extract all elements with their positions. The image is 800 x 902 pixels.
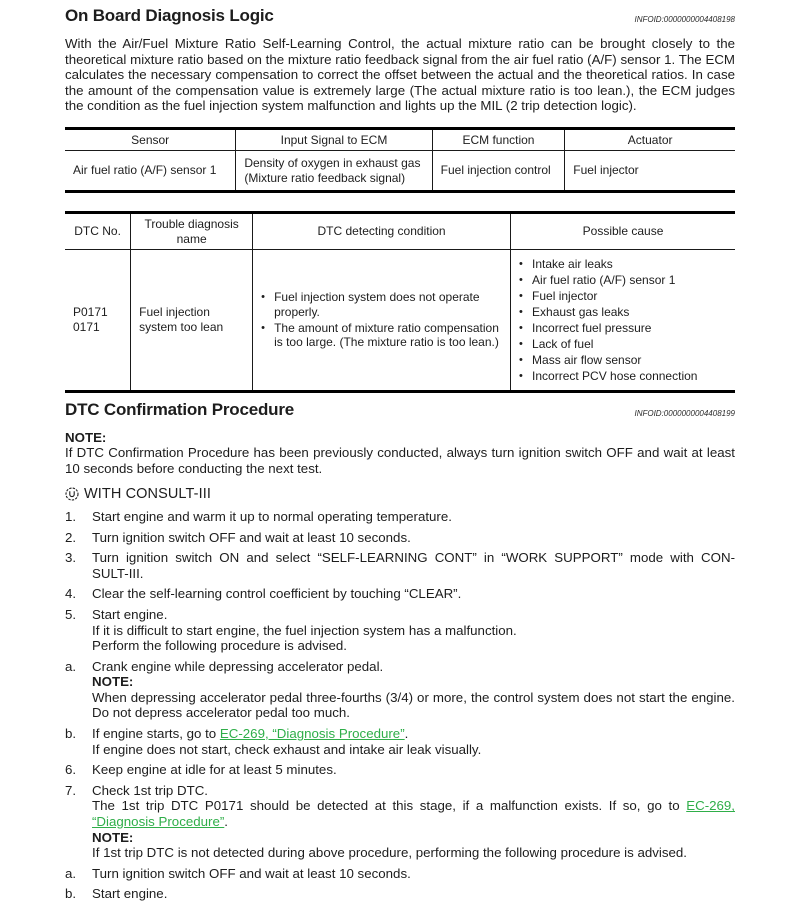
cause-text: Incorrect PCV hose connection — [532, 368, 698, 383]
table-header-row — [65, 128, 735, 151]
step-line-text: . — [224, 814, 228, 829]
step-line-text: The 1st trip DTC P0171 should be detected at this stage, if a malfunction exists. If so, go to — [92, 798, 687, 814]
step-1 — [65, 509, 735, 525]
step-text — [92, 550, 735, 581]
step-text: Turn ignition switch OFF and wait at least 10 seconds. — [92, 529, 411, 545]
step-marker: 4. — [65, 586, 77, 602]
consult-heading-label: WITH CONSULT-III — [84, 486, 211, 502]
table-header-row — [65, 213, 735, 250]
bullet-icon: • — [261, 291, 265, 303]
section-header-obd — [65, 6, 735, 26]
cause-text: Fuel injector — [532, 288, 598, 303]
list-item — [519, 289, 727, 304]
step-2 — [65, 530, 735, 546]
step-marker: a. — [65, 865, 77, 881]
step-marker: a. — [65, 658, 77, 674]
step-line-text: . — [404, 726, 409, 742]
step-marker: 6. — [65, 762, 77, 778]
step-7 — [65, 783, 735, 861]
condition-text: Fuel injection system does not operate properly. — [274, 290, 480, 319]
step-text: Keep engine at idle for at least 5 minutes. — [92, 762, 337, 778]
step-text — [92, 607, 735, 654]
step-line — [92, 726, 735, 742]
bullet-icon: • — [519, 305, 523, 318]
infoid-label: INFOID:0000000004408198 — [634, 15, 735, 24]
step-6 — [65, 762, 735, 778]
procedure-steps — [65, 509, 735, 902]
cause-text: Mass air flow sensor — [532, 352, 642, 367]
col-header-trouble-name: Trouble diagnosis name — [131, 213, 253, 250]
step-line: Start engine. — [92, 606, 168, 622]
obd-description-paragraph: With the Air/Fuel Mixture Ratio Self-Learning Control, the actual mixture ratio can be brought closely to the theoretical mixture ratio based on the mixture ratio feedback signal from the air fuel ratio (A/F) sensor 1. The ECM calculates the necessary compensation to correct the offset between the actual and the theoretical ratios. In case the amount of the compensation value is extremely large (The actual mixture ratio is too lean.), the ECM judges the condition as the fuel injection system malfunction and lights up the MIL (2 trip detection logic). — [65, 36, 735, 113]
step-marker: 5. — [65, 606, 77, 622]
step-marker: 7. — [65, 782, 77, 798]
note-label: NOTE: — [65, 429, 107, 445]
bullet-icon: • — [519, 369, 523, 382]
consult-icon — [65, 487, 79, 501]
step-b2 — [65, 886, 735, 902]
list-item — [519, 369, 727, 384]
bullet-icon: • — [519, 289, 523, 302]
step-line — [92, 798, 735, 829]
bullet-icon: • — [519, 337, 523, 350]
table-row — [65, 151, 735, 192]
list-item — [261, 290, 502, 319]
input-signal-line2: (Mixture ratio feedback signal) — [244, 170, 406, 185]
cell-ecm-function: Fuel injection control — [432, 151, 565, 192]
list-item — [519, 257, 727, 272]
step-line: Crank engine while depressing accelerator pedal. — [92, 658, 384, 674]
page-title: On Board Diagnosis Logic — [65, 6, 274, 25]
cause-text: Lack of fuel — [532, 336, 594, 351]
step-text: Start engine. — [92, 886, 168, 902]
cause-text: Incorrect fuel pressure — [532, 320, 652, 335]
list-item — [519, 337, 727, 352]
step-a — [65, 659, 735, 721]
dtc-table — [65, 211, 735, 393]
note-text: If DTC Confirmation Procedure has been previously conducted, always turn ignition switch OFF and wait at least 10 seconds before conducting the next test. — [65, 445, 735, 476]
sensor-signal-table — [65, 127, 735, 194]
note-text: If 1st trip DTC is not detected during above procedure, performing the following procedure is advised. — [92, 845, 687, 861]
section-header-dtc-confirmation — [65, 400, 735, 420]
cause-text: Air fuel ratio (A/F) sensor 1 — [532, 272, 676, 287]
note-label: NOTE: — [92, 829, 134, 845]
cause-text: Intake air leaks — [532, 256, 613, 271]
cell-dtc-no — [65, 250, 131, 392]
step-text — [92, 783, 735, 861]
input-signal-line1: Density of oxygen in exhaust gas — [244, 156, 421, 170]
step-5 — [65, 607, 735, 654]
list-item — [519, 321, 727, 336]
col-header-input-signal: Input Signal to ECM — [236, 128, 432, 151]
consult-heading — [65, 486, 735, 502]
dtc-code-line2: 0171 — [73, 319, 100, 334]
step-b — [65, 726, 735, 757]
infoid-label: INFOID:0000000004408199 — [634, 408, 735, 418]
note-label: NOTE: — [92, 674, 134, 690]
step-3 — [65, 550, 735, 581]
step-text — [92, 659, 735, 721]
step-line: Perform the following procedure is advised. — [92, 638, 347, 654]
step-marker: b. — [65, 726, 77, 742]
condition-text: The amount of mixture ratio compensation is too large. (The mixture ratio is too lean.) — [274, 320, 499, 349]
list-item — [519, 273, 727, 288]
section-title: DTC Confirmation Procedure — [65, 399, 295, 419]
cell-possible-cause — [511, 250, 735, 392]
list-item — [519, 305, 727, 320]
link-ec269-diagnosis-procedure[interactable]: EC-269, “Diagnosis Procedure” — [92, 798, 735, 829]
step-text: Turn ignition switch OFF and wait at least 10 seconds. — [92, 865, 411, 881]
step-line: SULT-III. — [92, 565, 144, 581]
list-item — [519, 353, 727, 368]
step-text: Clear the self-learning control coefficient by touching “CLEAR”. — [92, 586, 462, 602]
bullet-icon: • — [519, 257, 523, 270]
cell-trouble-name: Fuel injection system too lean — [131, 250, 253, 392]
cell-actuator: Fuel injector — [565, 151, 735, 192]
bullet-icon: • — [519, 353, 523, 366]
cell-sensor: Air fuel ratio (A/F) sensor 1 — [65, 151, 236, 192]
step-line: If engine does not start, check exhaust and intake air leak visually. — [92, 741, 482, 757]
step-a2 — [65, 866, 735, 882]
step-line-text: If engine starts, go to — [92, 726, 220, 742]
dtc-code-line1: P0171 — [73, 305, 108, 320]
link-ec269-diagnosis-procedure[interactable]: EC-269, “Diagnosis Procedure” — [219, 726, 405, 742]
col-header-dtc-no: DTC No. — [65, 213, 131, 250]
step-line: Check 1st trip DTC. — [92, 782, 209, 798]
step-marker: 3. — [65, 550, 77, 566]
col-header-detecting-condition: DTC detecting condition — [253, 213, 511, 250]
cell-detecting-condition — [253, 250, 511, 392]
table-row — [65, 250, 735, 392]
step-4 — [65, 586, 735, 602]
bullet-icon: • — [261, 321, 265, 334]
cell-input-signal — [236, 151, 432, 192]
step-marker: b. — [65, 886, 77, 902]
step-marker: 2. — [65, 529, 77, 545]
bullet-icon: • — [519, 321, 523, 334]
col-header-possible-cause: Possible cause — [511, 213, 735, 250]
step-text — [92, 726, 735, 757]
list-item — [261, 321, 502, 350]
col-header-sensor: Sensor — [65, 128, 236, 151]
col-header-actuator: Actuator — [565, 128, 735, 151]
step-marker: 1. — [65, 509, 77, 524]
step-line: If it is difficult to start engine, the fuel injection system has a malfunction. — [92, 622, 517, 638]
step-text: Start engine and warm it up to normal operating temperature. — [92, 509, 452, 524]
bullet-icon: • — [519, 273, 523, 286]
col-header-ecm-function: ECM function — [432, 128, 565, 151]
note-text: When depressing accelerator pedal three-fourths (3/4) or more, the control system does not start the engine. Do not depress accelerator pedal too much. — [92, 689, 735, 721]
step-line: Turn ignition switch ON and select “SELF-LEARNING CONT” in “WORK SUPPORT” mode with CON- — [92, 550, 735, 566]
cause-text: Exhaust gas leaks — [532, 304, 630, 319]
